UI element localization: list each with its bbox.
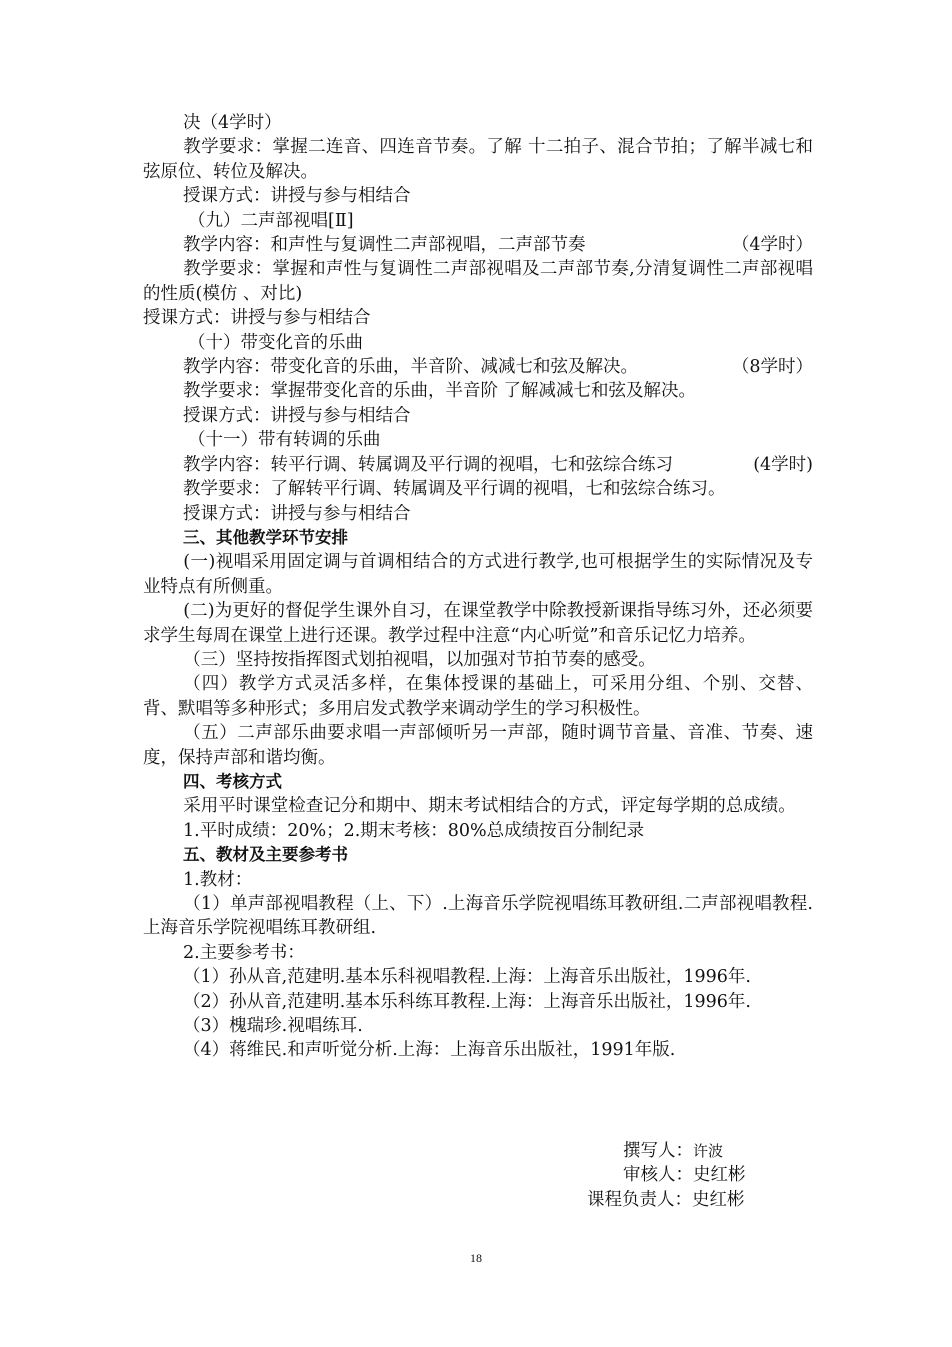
hours-label: （4学时） xyxy=(731,235,813,256)
text-line: 授课方式：讲授与参与相结合 xyxy=(183,186,411,207)
text-line: 1.平时成绩：20%；2.期末考核：80%总成绩按百分制纪录 xyxy=(183,820,645,841)
text-line: 教学要求：了解转平行调、转属调及平行调的视唱，七和弦综合练习。 xyxy=(183,479,726,500)
reference-item: （1）孙从音,范建明.基本乐科视唱教程.上海：上海音乐出版社，1996年. xyxy=(183,967,751,988)
paragraph: （1）单声部视唱教程（上、下）.上海音乐学院视唱练耳教研组.二声部视唱教程.上海音乐学院视唱练耳教研组. xyxy=(143,894,813,939)
document-body xyxy=(143,111,813,1063)
owner-label: 课程负责人： xyxy=(587,1190,692,1210)
paragraph: (一)视唱采用固定调与首调相结合的方式进行教学,也可根据学生的实际情况及专业特点有所侧重。 xyxy=(143,552,813,597)
paragraph: 采用平时课堂检查记分和期中、期末考试相结合的方式，评定每学期的总成绩。 xyxy=(183,796,796,817)
reference-item: （3）槐瑞珍.视唱练耳. xyxy=(183,1016,363,1037)
writer-signature xyxy=(623,1139,723,1164)
reference-item: （2）孙从音,范建明.基本乐科练耳教程.上海：上海音乐出版社，1996年. xyxy=(183,991,751,1012)
reviewer-name: 史红彬 xyxy=(693,1165,746,1185)
subsection-heading: （十一）带有转调的乐曲 xyxy=(188,430,381,451)
owner-name: 史红彬 xyxy=(692,1190,745,1210)
writer-label: 撰写人： xyxy=(623,1141,693,1161)
text-line xyxy=(143,233,813,257)
paragraph: 教学要求：掌握二连音、四连音节奏。了解 十二拍子、混合节拍；了解半减七和弦原位、转位及解决。 xyxy=(143,137,813,182)
text-line: 决（4学时） xyxy=(183,113,282,133)
paragraph: （四）教学方式灵活多样，在集体授课的基础上，可采用分组、个别、交替、背、默唱等多种形式；多用启发式教学来调动学生的学习积极性。 xyxy=(143,674,813,719)
text-line: 教学要求：掌握带变化音的乐曲，半音阶 了解减减七和弦及解决。 xyxy=(183,381,697,402)
content-text: 教学内容：转平行调、转属调及平行调的视唱，七和弦综合练习 xyxy=(183,454,673,475)
page-number: 18 xyxy=(470,1251,482,1265)
reference-item: （4）蒋维民.和声听觉分析.上海：上海音乐出版社，1991年版. xyxy=(183,1040,676,1061)
paragraph: 教学要求：掌握和声性与复调性二声部视唱及二声部节奏,分清复调性二声部视唱的性质(模仿 、对比) xyxy=(143,259,813,304)
writer-name: 许波 xyxy=(693,1142,724,1160)
text-line: 1.教材： xyxy=(183,869,253,890)
subsection-heading: （十）带变化音的乐曲 xyxy=(188,332,363,353)
text-line xyxy=(143,355,813,379)
owner-signature xyxy=(587,1188,745,1213)
text-line: 2.主要参考书： xyxy=(183,942,305,963)
text-line: 授课方式：讲授与参与相结合 xyxy=(183,405,411,426)
reviewer-label: 审核人： xyxy=(623,1165,693,1185)
hours-label: （8学时） xyxy=(731,357,813,378)
text-line xyxy=(143,453,813,477)
paragraph: (二)为更好的督促学生课外自习，在课堂教学中除教授新课指导练习外，还必须要求学生每周在课堂上进行还课。教学过程中注意“内心听觉”和音乐记忆力培养。 xyxy=(143,601,813,646)
section-heading: 四、考核方式 xyxy=(183,771,282,791)
content-text: 教学内容：带变化音的乐曲，半音阶、减减七和弦及解决。 xyxy=(183,357,638,378)
reviewer-signature xyxy=(623,1163,746,1188)
paragraph: （五）二声部乐曲要求唱一声部倾听另一声部，随时调节音量、音准、节奏、速度，保持声部和谐均衡。 xyxy=(143,723,813,768)
content-text: 教学内容：和声性与复调性二声部视唱，二声部节奏 xyxy=(183,235,586,256)
section-heading: 五、教材及主要参考书 xyxy=(183,845,348,865)
subsection-heading: （九）二声部视唱[Ⅱ] xyxy=(188,210,354,231)
paragraph: （三）坚持按指挥图式划拍视唱，以加强对节拍节奏的感受。 xyxy=(183,649,656,670)
section-heading: 三、其他教学环节安排 xyxy=(183,527,348,547)
text-line: 授课方式：讲授与参与相结合 xyxy=(183,503,411,524)
hours-label: (4学时) xyxy=(753,454,813,475)
text-line: 授课方式：讲授与参与相结合 xyxy=(143,308,371,329)
